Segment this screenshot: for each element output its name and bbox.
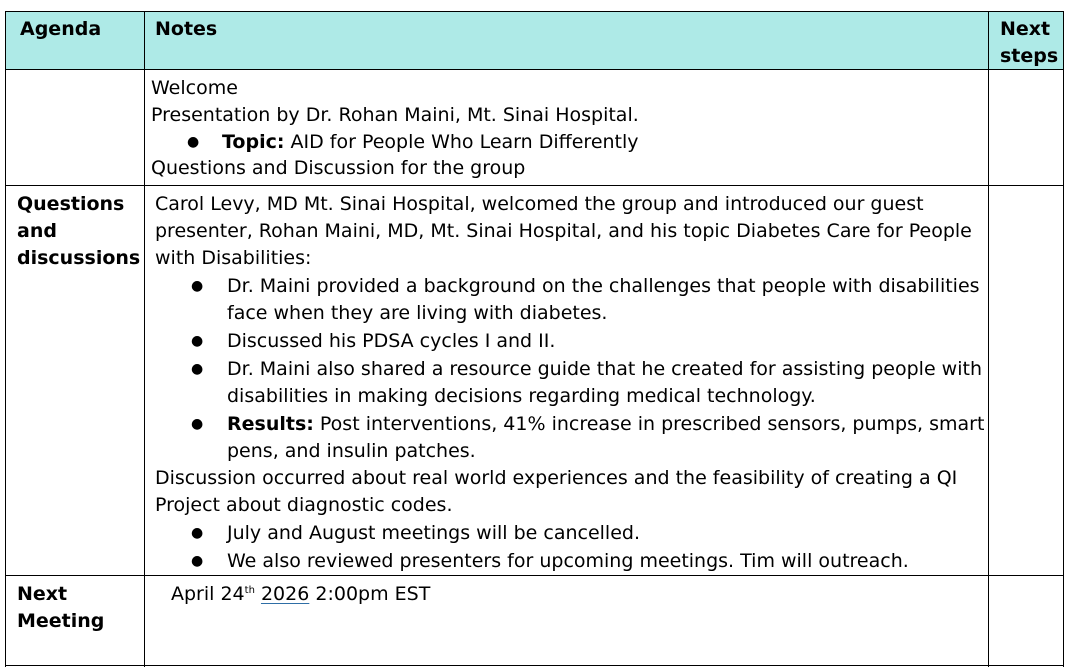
bullet-icon: ●	[191, 361, 204, 377]
date-time: 2:00pm EST	[309, 583, 431, 605]
agenda-topic	[222, 129, 639, 156]
bullet6: We also reviewed presenters for upcoming meetings. Tim will outreach.	[227, 550, 909, 572]
intro-line2: presenter, Rohan Maini, MD, Mt. Sinai Hospital, and his topic Diabetes Care for People	[155, 220, 972, 242]
bullet-icon: ●	[191, 553, 204, 569]
row-label-questions-line3: discussions	[17, 247, 141, 269]
table-border-left	[5, 11, 6, 667]
table-border-right	[1063, 11, 1064, 667]
intro-line3: with Disabilities:	[155, 247, 312, 269]
bullet3-line2: disabilities in making decisions regarding medical technology.	[227, 385, 816, 407]
column-divider-notes	[988, 11, 989, 667]
discussion-line1: Discussion occurred about real world experiences and the feasibility of creating a QI	[155, 467, 958, 489]
header-next-steps-line1: Next	[1000, 18, 1051, 40]
bullet3-line1: Dr. Maini also shared a resource guide that he created for assisting people with	[227, 358, 982, 380]
table-divider-row1	[5, 185, 1064, 186]
topic-text: AID for People Who Learn Differently	[284, 131, 639, 153]
date-year: 2026	[260, 583, 310, 605]
table-border-bottom	[5, 665, 1064, 666]
row-label-next-meeting-line2: Meeting	[17, 610, 105, 632]
results-text: Post interventions, 41% increase in prescribed sensors, pumps, smart	[313, 413, 985, 435]
topic-label: Topic:	[222, 131, 285, 153]
results-label: Results:	[227, 413, 314, 435]
bullet1-line1: Dr. Maini provided a background on the challenges that people with disabilities	[227, 275, 980, 297]
bullet4-line1	[227, 411, 984, 438]
header-notes: Notes	[155, 18, 218, 40]
agenda-questions: Questions and Discussion for the group	[151, 157, 526, 179]
row-label-questions-line2: and	[17, 220, 57, 242]
table-border-top	[5, 11, 1064, 12]
bullet2: Discussed his PDSA cycles I and II.	[227, 330, 556, 352]
table-divider-header	[5, 69, 1064, 70]
next-meeting-date	[171, 581, 430, 608]
bullet-icon: ●	[187, 134, 200, 150]
date-superscript: th	[244, 585, 255, 596]
bullet-icon: ●	[191, 525, 204, 541]
bullet-icon: ●	[191, 278, 204, 294]
agenda-welcome: Welcome	[151, 77, 238, 99]
table-divider-row2	[5, 575, 1064, 576]
agenda-presentation: Presentation by Dr. Rohan Maini, Mt. Sinai Hospital.	[151, 104, 639, 126]
intro-line1: Carol Levy, MD Mt. Sinai Hospital, welcomed the group and introduced our guest	[155, 193, 924, 215]
bullet4-line2: pens, and insulin patches.	[227, 440, 476, 462]
column-divider-agenda	[144, 11, 145, 667]
row-label-questions-line1: Questions	[17, 193, 125, 215]
bullet-icon: ●	[191, 333, 204, 349]
bullet1-line2: face when they are living with diabetes.	[227, 302, 608, 324]
bullet-icon: ●	[191, 416, 204, 432]
discussion-line2: Project about diagnostic codes.	[155, 494, 453, 516]
row-label-next-meeting-line1: Next	[17, 583, 68, 605]
header-next-steps-line2: steps	[1000, 45, 1059, 67]
date-month-day: April 24	[171, 583, 245, 605]
header-agenda: Agenda	[20, 18, 102, 40]
bullet5: July and August meetings will be cancelled.	[227, 522, 640, 544]
